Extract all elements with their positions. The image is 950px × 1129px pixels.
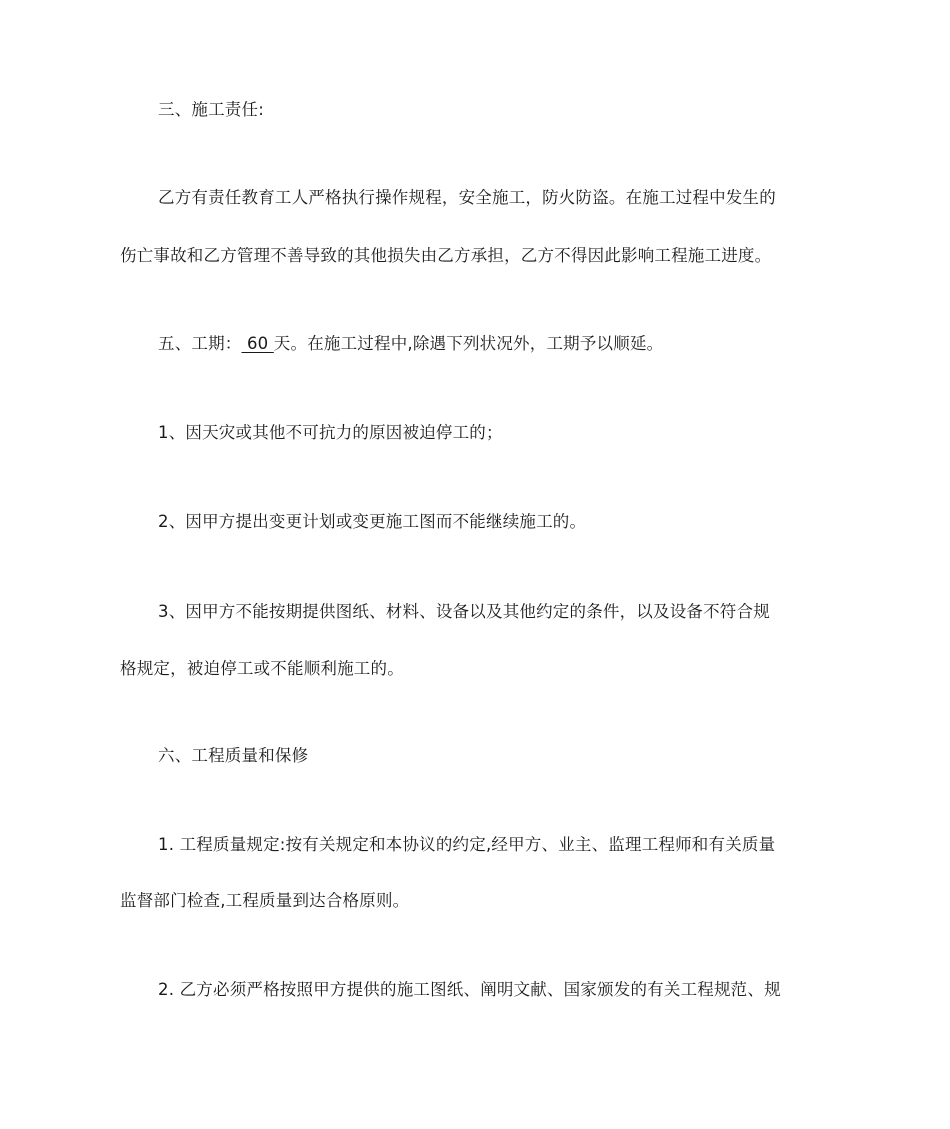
section-6-item-1-line-2: 监督部门检查,工程质量到达合格原则。 <box>120 891 410 910</box>
section-6-item-2-line-1: 2. 乙方必须严格按照甲方提供的施工图纸、阐明文献、国家颁发的有关工程规范、规 <box>158 980 781 999</box>
section-5-days: 60 <box>241 334 274 353</box>
section-5-item-1: 1、因天灾或其他不可抗力的原因被迫停工的； <box>158 423 503 442</box>
section-5-item-3-line-1: 3、因甲方不能按期提供图纸、材料、设备以及其他约定的条件，以及设备不符合规 <box>158 602 770 621</box>
section-3-heading: 三、施工责任: <box>158 100 264 119</box>
section-5-prefix: 五、工期： <box>158 334 242 353</box>
section-5-suffix: 天。在施工过程中,除遇下列状况外，工期予以顺延。 <box>273 334 664 353</box>
section-3-paragraph-line-2: 伤亡事故和乙方管理不善导致的其他损失由乙方承担，乙方不得因此影响工程施工进度。 <box>120 246 772 265</box>
section-3-paragraph-line-1: 乙方有责任教育工人严格执行操作规程，安全施工，防火防盗。在施工过程中发生的 <box>158 188 776 207</box>
section-6-item-1-line-1: 1. 工程质量规定:按有关规定和本协议的约定,经甲方、业主、监理工程师和有关质量 <box>158 835 776 854</box>
section-6-heading: 六、工程质量和保修 <box>158 746 309 765</box>
section-5-heading <box>158 332 878 356</box>
section-5-item-3-line-2: 格规定，被迫停工或不能顺利施工的。 <box>120 659 404 678</box>
section-5-item-2: 2、因甲方提出变更计划或变更施工图而不能继续施工的。 <box>158 512 587 531</box>
